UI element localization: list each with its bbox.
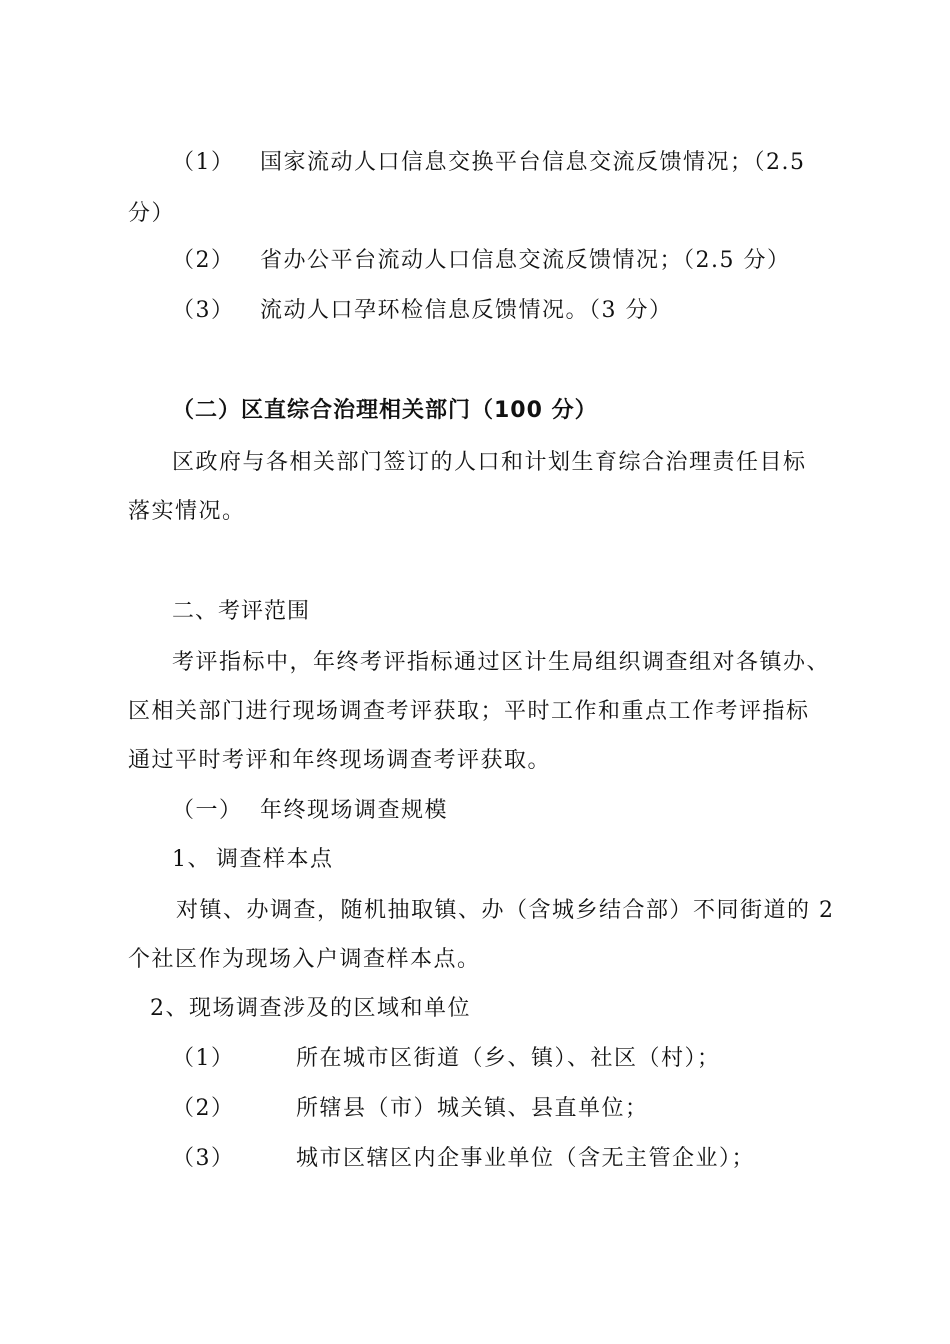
item-text: 流动人口孕环检信息反馈情况。（3 分） xyxy=(260,298,673,323)
item-number: （2） xyxy=(172,248,235,273)
item-number: （2） xyxy=(172,1096,235,1121)
section-heading: 二、考评范围 xyxy=(172,599,311,624)
paragraph-line: 通过平时考评和年终现场调查考评获取。 xyxy=(128,748,552,773)
section-heading: （二）区直综合治理相关部门（100 分） xyxy=(172,398,598,423)
list-item xyxy=(172,148,806,178)
point-heading xyxy=(172,845,334,875)
paragraph-line: 区相关部门进行现场调查考评获取；平时工作和重点工作考评指标 xyxy=(128,699,810,724)
item-text: 所在城市区街道（乡、镇）、社区（村）； xyxy=(296,1046,721,1071)
paragraph-line: 对镇、办调查，随机抽取镇、办（含城乡结合部）不同街道的 2 xyxy=(176,898,835,923)
item-text: 城市区辖区内企事业单位（含无主管企业）； xyxy=(296,1146,756,1171)
list-item xyxy=(172,296,673,326)
sub-heading-number: （一） xyxy=(172,798,243,823)
list-item xyxy=(172,1044,721,1074)
item-text: 省办公平台流动人口信息交流反馈情况；（2.5 分） xyxy=(260,248,791,273)
item-text: 所辖县（市）城关镇、县直单位； xyxy=(296,1096,649,1121)
paragraph-line: 考评指标中，年终考评指标通过区计生局组织调查组对各镇办、 xyxy=(172,650,831,675)
item-text: 国家流动人口信息交换平台信息交流反馈情况；（2.5 xyxy=(260,150,806,175)
sub-heading xyxy=(172,796,448,826)
point-text: 调查样本点 xyxy=(216,847,334,872)
item-number: （3） xyxy=(172,298,235,323)
item-continuation: 分） xyxy=(128,201,176,226)
sub-heading-text: 年终现场调查规模 xyxy=(260,798,449,823)
paragraph-line: 落实情况。 xyxy=(128,499,246,524)
list-item xyxy=(172,246,790,276)
point-heading: 2、现场调查涉及的区域和单位 xyxy=(150,996,471,1021)
item-number: （1） xyxy=(172,1046,235,1071)
list-item xyxy=(172,1144,755,1174)
item-number: （1） xyxy=(172,150,235,175)
item-number: （3） xyxy=(172,1146,235,1171)
point-number: 1、 xyxy=(172,847,211,872)
paragraph-line: 个社区作为现场入户调查样本点。 xyxy=(128,947,481,972)
list-item xyxy=(172,1094,649,1124)
paragraph-line: 区政府与各相关部门签订的人口和计划生育综合治理责任目标 xyxy=(172,450,807,475)
